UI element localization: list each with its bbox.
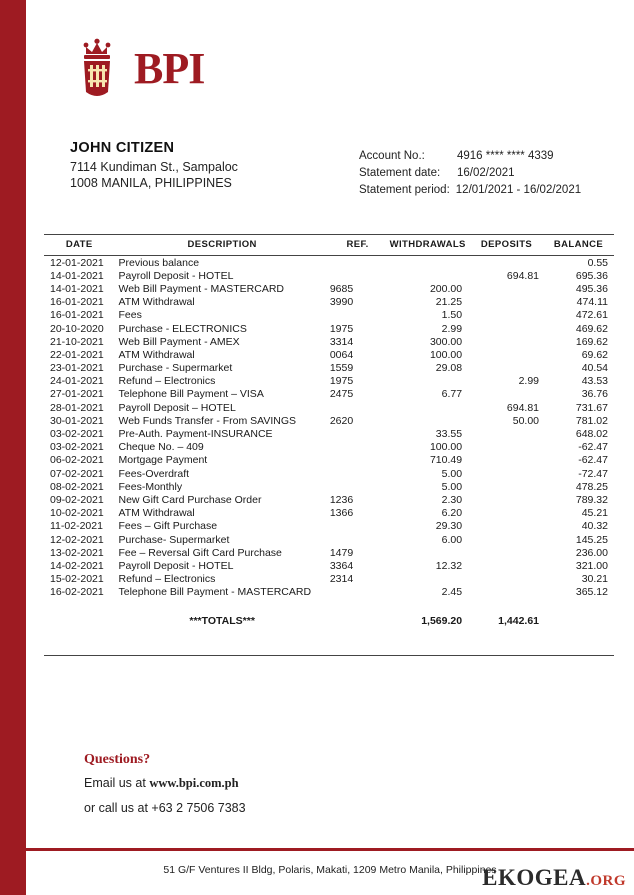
cell-withdrawals: 29.08 — [435, 362, 463, 375]
cell-date: 14-02-2021 — [50, 559, 104, 572]
cell-withdrawals — [385, 401, 470, 414]
cell-date: 03-02-2021 — [50, 428, 104, 441]
cell-balance: 40.32 — [581, 520, 608, 533]
cell-withdrawals — [385, 269, 470, 282]
cell-deposits — [470, 507, 543, 520]
cell-ref: 1975 — [329, 375, 354, 388]
cell-withdrawals: 33.55 — [435, 428, 463, 441]
cell-deposits: 2.99 — [518, 375, 540, 388]
cell-date: 24-01-2021 — [50, 375, 104, 388]
statement-date-row — [359, 165, 581, 182]
cell-date: 14-01-2021 — [50, 269, 104, 282]
cell-ref — [330, 480, 385, 493]
cell-balance: 469.62 — [575, 322, 608, 335]
cell-withdrawals: 100.00 — [429, 348, 463, 361]
cell-withdrawals: 100.00 — [429, 441, 463, 454]
footer-red-rule — [26, 848, 634, 851]
cell-date: 15-02-2021 — [50, 573, 104, 586]
cell-date: 16-02-2021 — [50, 586, 104, 599]
cell-ref: 1479 — [329, 546, 354, 559]
table-row — [44, 507, 614, 520]
totals-cell: 1,569.20 — [421, 614, 463, 627]
col-header-ref: REF. — [330, 235, 385, 256]
cell-ref: 3990 — [329, 296, 354, 309]
cell-description: New Gift Card Purchase Order — [118, 493, 262, 506]
cell-ref: 0064 — [329, 348, 354, 361]
cell-balance: 30.21 — [581, 573, 608, 586]
watermark-main: EKOGEA — [482, 865, 587, 890]
table-row — [44, 559, 614, 572]
totals-cell: ***TOTALS*** — [189, 614, 255, 627]
cell-date: 30-01-2021 — [50, 414, 104, 427]
col-header-date: DATE — [44, 235, 114, 256]
cell-withdrawals: 6.00 — [441, 533, 463, 546]
cell-description: Web Bill Payment - AMEX — [118, 335, 240, 348]
cell-ref: 2475 — [329, 388, 354, 401]
cell-date: 12-02-2021 — [50, 533, 104, 546]
cell-deposits — [470, 520, 543, 533]
table-row — [44, 362, 614, 375]
bpi-wordmark: BPI — [134, 44, 205, 93]
cell-description: ATM Withdrawal — [118, 348, 195, 361]
cell-withdrawals: 200.00 — [429, 282, 463, 295]
cell-description: Purchase - Supermarket — [118, 362, 233, 375]
bpi-crown-icon — [70, 38, 124, 100]
cell-balance: 169.62 — [575, 335, 608, 348]
cell-deposits — [470, 533, 543, 546]
statement-date-value: 16/02/2021 — [457, 167, 515, 179]
table-row — [44, 467, 614, 480]
table-row — [44, 493, 614, 506]
cell-deposits — [470, 467, 543, 480]
cell-withdrawals: 2.99 — [441, 322, 463, 335]
cell-deposits — [470, 362, 543, 375]
cell-deposits — [470, 546, 543, 559]
table-row — [44, 388, 614, 401]
cell-withdrawals — [385, 546, 470, 559]
cell-deposits — [470, 388, 543, 401]
col-header-deposits: DEPOSITS — [470, 235, 543, 256]
cell-ref: 1559 — [329, 362, 354, 375]
transactions-table — [44, 235, 614, 627]
cell-ref: 2314 — [329, 573, 354, 586]
cell-balance: 648.02 — [575, 428, 608, 441]
cell-date: 27-01-2021 — [50, 388, 104, 401]
customer-name: JOHN CITIZEN — [70, 140, 175, 156]
watermark-suffix: .ORG — [586, 873, 626, 889]
cell-date: 13-02-2021 — [50, 546, 104, 559]
cell-ref: 1366 — [329, 507, 354, 520]
cell-description: Web Funds Transfer - From SAVINGS — [118, 414, 297, 427]
table-row — [44, 533, 614, 546]
cell-ref: 1975 — [329, 322, 354, 335]
table-row — [44, 414, 614, 427]
cell-balance: 40.54 — [581, 362, 608, 375]
transactions-table-wrap — [44, 234, 614, 656]
cell-description: Cheque No. – 409 — [118, 441, 204, 454]
cell-balance: 472.61 — [575, 309, 608, 322]
cell-deposits — [470, 296, 543, 309]
questions-phone-line: or call us at +63 2 7506 7383 — [84, 801, 246, 815]
table-body — [44, 256, 614, 628]
cell-ref: 2620 — [329, 414, 354, 427]
table-row — [44, 269, 614, 282]
cell-description: Previous balance — [118, 256, 200, 269]
statement-date-label: Statement date: — [359, 167, 441, 179]
totals-cell — [330, 614, 385, 627]
cell-date: 11-02-2021 — [50, 520, 103, 533]
cell-withdrawals: 710.49 — [429, 454, 463, 467]
table-row — [44, 322, 614, 335]
cell-date: 03-02-2021 — [50, 441, 104, 454]
cell-deposits — [470, 586, 543, 599]
table-header-row — [44, 235, 614, 256]
col-header-withdrawals: WITHDRAWALS — [385, 235, 470, 256]
cell-withdrawals: 2.30 — [441, 493, 463, 506]
totals-row — [44, 614, 614, 627]
cell-deposits — [470, 335, 543, 348]
cell-description: Fees-Monthly — [118, 480, 183, 493]
statement-period-label: Statement period: — [359, 184, 450, 196]
cell-ref — [330, 520, 385, 533]
cell-deposits — [470, 573, 543, 586]
cell-withdrawals: 300.00 — [429, 335, 463, 348]
cell-description: Payroll Deposit - HOTEL — [118, 269, 234, 282]
table-row — [44, 586, 614, 599]
cell-balance: 0.55 — [587, 256, 608, 269]
table-row — [44, 546, 614, 559]
cell-withdrawals: 12.32 — [435, 559, 463, 572]
cell-ref: 3314 — [329, 335, 354, 348]
cell-deposits: 50.00 — [512, 414, 540, 427]
cell-withdrawals: 2.45 — [441, 586, 463, 599]
cell-date: 16-01-2021 — [50, 296, 104, 309]
page-content — [26, 0, 634, 895]
table-row — [44, 256, 614, 270]
cell-balance: 145.25 — [575, 533, 608, 546]
totals-cell: 1,442.61 — [498, 614, 540, 627]
table-row — [44, 401, 614, 414]
cell-description: Telephone Bill Payment – VISA — [118, 388, 264, 401]
table-head — [44, 235, 614, 256]
cell-balance: 69.62 — [581, 348, 608, 361]
col-header-balance: BALANCE — [543, 235, 614, 256]
cell-ref — [330, 533, 385, 546]
cell-deposits — [470, 441, 543, 454]
cell-description: Purchase- Supermarket — [118, 533, 230, 546]
cell-balance: 236.00 — [575, 546, 608, 559]
cell-balance: 365.12 — [575, 586, 608, 599]
cell-description: Payroll Deposit – HOTEL — [118, 401, 236, 414]
cell-description: Fees — [118, 309, 142, 322]
table-row — [44, 348, 614, 361]
cell-date: 23-01-2021 — [50, 362, 104, 375]
account-meta — [359, 148, 581, 199]
cell-withdrawals: 5.00 — [441, 480, 463, 493]
cell-withdrawals: 5.00 — [441, 467, 463, 480]
footer-address: 51 G/F Ventures II Bldg, Polaris, Makati, 1209 Metro Manila, Philippines — [163, 864, 497, 876]
bpi-website-link[interactable]: www.bpi.com.ph — [149, 776, 239, 790]
cell-withdrawals: 6.20 — [441, 507, 463, 520]
cell-ref: 1236 — [329, 493, 354, 506]
statement-period-value: 12/01/2021 - 16/02/2021 — [455, 184, 582, 196]
cell-deposits — [470, 282, 543, 295]
cell-deposits — [470, 322, 543, 335]
table-spacer-row — [44, 599, 614, 614]
table-row — [44, 375, 614, 388]
account-number-value: 4916 **** **** 4339 — [457, 150, 554, 162]
cell-balance: 321.00 — [575, 559, 608, 572]
table-row — [44, 335, 614, 348]
col-header-description: DESCRIPTION — [114, 235, 329, 256]
table-row — [44, 282, 614, 295]
cell-deposits — [470, 454, 543, 467]
cell-ref — [330, 441, 385, 454]
table-row — [44, 309, 614, 322]
cell-deposits — [470, 427, 543, 440]
cell-description: Fee – Reversal Gift Card Purchase — [118, 546, 282, 559]
cell-ref — [330, 269, 385, 282]
cell-ref — [330, 454, 385, 467]
cell-balance: 45.21 — [581, 507, 608, 520]
cell-balance: -62.47 — [578, 441, 608, 454]
customer-address-line-1: 7114 Kundiman St., Sampaloc — [70, 160, 238, 174]
account-number-row — [359, 148, 581, 165]
cell-date: 20-10-2020 — [50, 322, 104, 335]
customer-address-line-2: 1008 MANILA, PHILIPPINES — [70, 176, 232, 190]
cell-date: 22-01-2021 — [50, 348, 104, 361]
cell-ref — [330, 401, 385, 414]
table-row — [44, 454, 614, 467]
questions-block — [84, 752, 246, 815]
cell-deposits: 694.81 — [506, 269, 540, 282]
cell-balance: -62.47 — [578, 454, 608, 467]
account-number-label: Account No.: — [359, 150, 425, 162]
cell-description: Purchase - ELECTRONICS — [118, 322, 247, 335]
cell-balance: 36.76 — [581, 388, 608, 401]
questions-email-line — [84, 776, 246, 791]
cell-withdrawals — [385, 375, 470, 388]
table-row — [44, 296, 614, 309]
cell-deposits — [470, 256, 543, 270]
questions-title: Questions? — [84, 752, 151, 767]
cell-ref — [330, 467, 385, 480]
table-row — [44, 480, 614, 493]
cell-withdrawals: 21.25 — [435, 296, 463, 309]
cell-withdrawals — [385, 256, 470, 270]
cell-date: 08-02-2021 — [50, 480, 104, 493]
cell-date: 09-02-2021 — [50, 493, 104, 506]
statement-period-row — [359, 182, 581, 199]
cell-balance: 789.32 — [575, 493, 608, 506]
cell-description: Pre-Auth. Payment-INSURANCE — [118, 428, 273, 441]
cell-description: ATM Withdrawal — [118, 507, 195, 520]
cell-balance: 695.36 — [575, 269, 608, 282]
cell-ref — [330, 309, 385, 322]
table-row — [44, 441, 614, 454]
cell-date: 28-01-2021 — [50, 401, 104, 414]
cell-description: Fees – Gift Purchase — [118, 520, 218, 533]
left-red-bar — [0, 0, 26, 895]
cell-description: Fees-Overdraft — [118, 467, 190, 480]
cell-description: ATM Withdrawal — [118, 296, 195, 309]
cell-balance: 474.11 — [576, 296, 608, 309]
table-bottom-rule — [44, 655, 614, 656]
cell-description: Payroll Deposit - HOTEL — [118, 559, 234, 572]
cell-deposits — [470, 348, 543, 361]
cell-withdrawals: 29.30 — [435, 520, 463, 533]
cell-ref: 3364 — [329, 559, 354, 572]
cell-description: Telephone Bill Payment - MASTERCARD — [118, 586, 312, 599]
table-spacer-cell — [44, 599, 614, 614]
cell-description: Refund – Electronics — [118, 573, 216, 586]
cell-description: Web Bill Payment - MASTERCARD — [118, 282, 284, 295]
totals-cell — [543, 614, 614, 627]
cell-date: 07-02-2021 — [50, 467, 104, 480]
cell-description: Refund – Electronics — [118, 375, 216, 388]
questions-email-prefix: Email us at — [84, 776, 150, 790]
cell-date: 12-01-2021 — [50, 256, 104, 269]
cell-date: 14-01-2021 — [50, 282, 104, 295]
cell-deposits — [470, 493, 543, 506]
bpi-logo — [70, 38, 204, 100]
cell-deposits: 694.81 — [506, 401, 540, 414]
cell-description: Mortgage Payment — [118, 454, 208, 467]
cell-balance: 43.53 — [581, 375, 608, 388]
cell-ref: 9685 — [329, 282, 354, 295]
cell-date: 06-02-2021 — [50, 454, 104, 467]
table-row — [44, 573, 614, 586]
cell-date: 21-10-2021 — [50, 335, 104, 348]
cell-deposits — [470, 309, 543, 322]
cell-withdrawals — [385, 414, 470, 427]
cell-ref — [330, 586, 385, 599]
cell-deposits — [470, 480, 543, 493]
cell-ref — [330, 256, 385, 270]
cell-balance: 495.36 — [575, 282, 608, 295]
cell-balance: 731.67 — [575, 401, 608, 414]
cell-ref — [330, 427, 385, 440]
cell-date: 16-01-2021 — [50, 309, 104, 322]
table-row — [44, 520, 614, 533]
totals-cell — [44, 614, 114, 627]
cell-withdrawals — [385, 573, 470, 586]
cell-withdrawals: 6.77 — [441, 388, 463, 401]
cell-date: 10-02-2021 — [50, 507, 104, 520]
cell-balance: -72.47 — [578, 467, 608, 480]
table-row — [44, 427, 614, 440]
watermark — [482, 865, 626, 891]
cell-balance: 478.25 — [575, 480, 608, 493]
cell-deposits — [470, 559, 543, 572]
cell-balance: 781.02 — [575, 414, 608, 427]
cell-withdrawals: 1.50 — [441, 309, 463, 322]
